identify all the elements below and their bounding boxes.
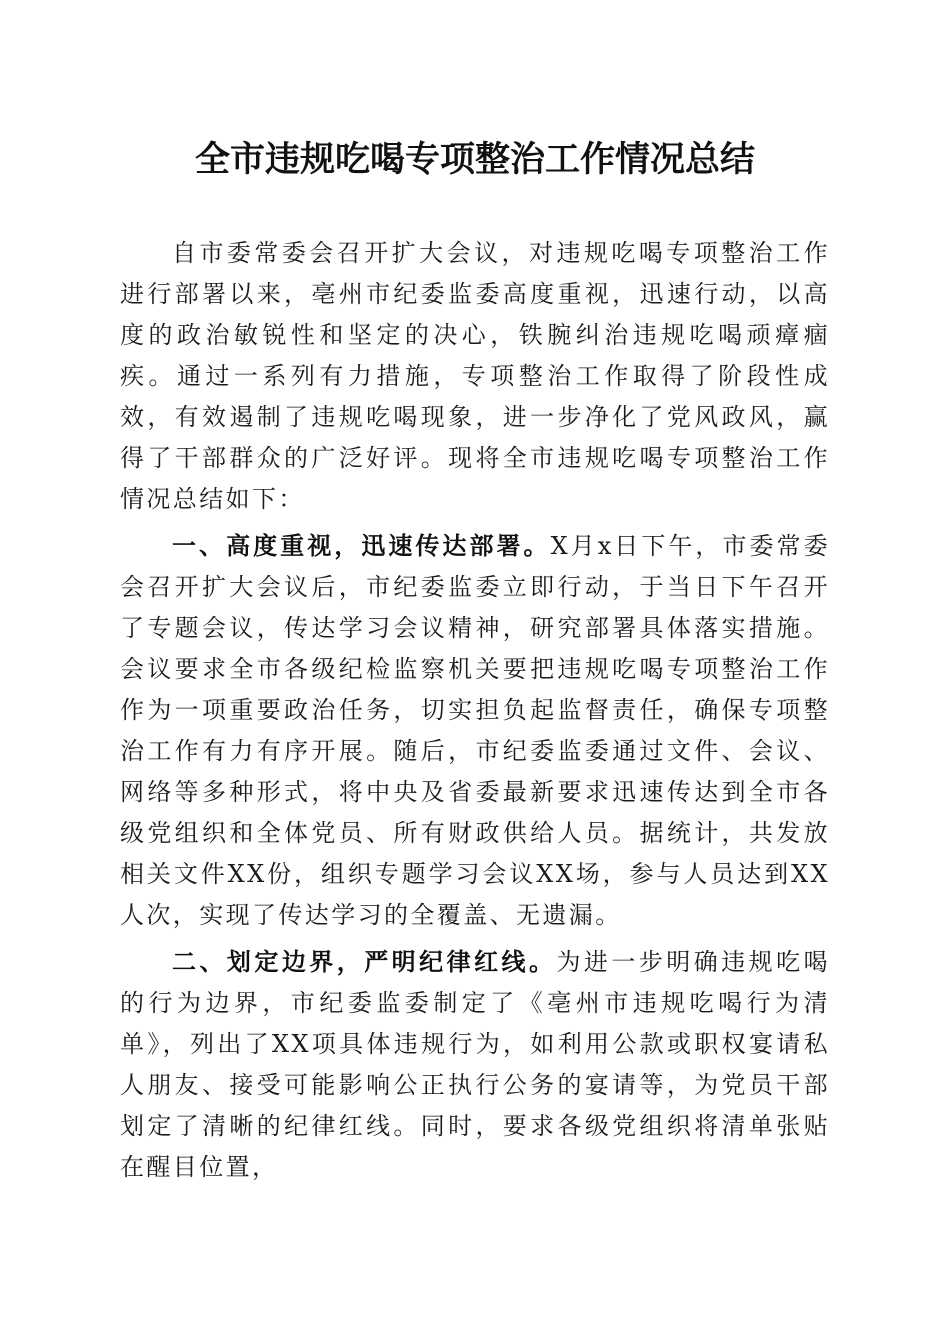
- section-1-heading: 一、高度重视，迅速传达部署。: [172, 532, 551, 560]
- section-2-text: 为进一步明确违规吃喝的行为边界，市纪委监委制定了《亳州市违规吃喝行为清单》，列出了XX项具体违规行为，如利用公款或职权宴请私人朋友、接受可能影响公正执行公务的宴请等，为党员干部划定了清晰的纪律红线。同时，要求各级党组织将清单张贴在醒目位置，: [120, 948, 830, 1181]
- intro-paragraph: [120, 233, 830, 520]
- intro-paragraph-text: 自市委常委会召开扩大会议，对违规吃喝专项整治工作进行部署以来，亳州市纪委监委高度重视，迅速行动，以高度的政治敏锐性和坚定的决心，铁腕纠治违规吃喝顽瘴痼疾。通过一系列有力措施，专项整治工作取得了阶段性成效，有效遏制了违规吃喝现象，进一步净化了党风政风，赢得了干部群众的广泛好评。现将全市违规吃喝专项整治工作情况总结如下：: [120, 239, 830, 513]
- section-1-text: X月x日下午，市委常委会召开扩大会议后，市纪委监委立即行动，于当日下午召开了专题会议，传达学习会议精神，研究部署具体落实措施。会议要求全市各级纪检监察机关要把违规吃喝专项整治工作作为一项重要政治任务，切实担负起监督责任，确保专项整治工作有力有序开展。随后，市纪委监委通过文件、会议、网络等多种形式，将中央及省委最新要求迅速传达到全市各级党组织和全体党员、所有财政供给人员。据统计，共发放相关文件XX份，组织专题学习会议XX场，参与人员达到XX人次，实现了传达学习的全覆盖、无遗漏。: [120, 532, 830, 929]
- section-1-paragraph: [120, 526, 830, 936]
- section-2-paragraph: [120, 942, 830, 1188]
- section-2-heading: 二、划定边界，严明纪律红线。: [172, 948, 557, 976]
- document-body: [120, 233, 830, 1194]
- document-title: 全市违规吃喝专项整治工作情况总结: [194, 139, 755, 180]
